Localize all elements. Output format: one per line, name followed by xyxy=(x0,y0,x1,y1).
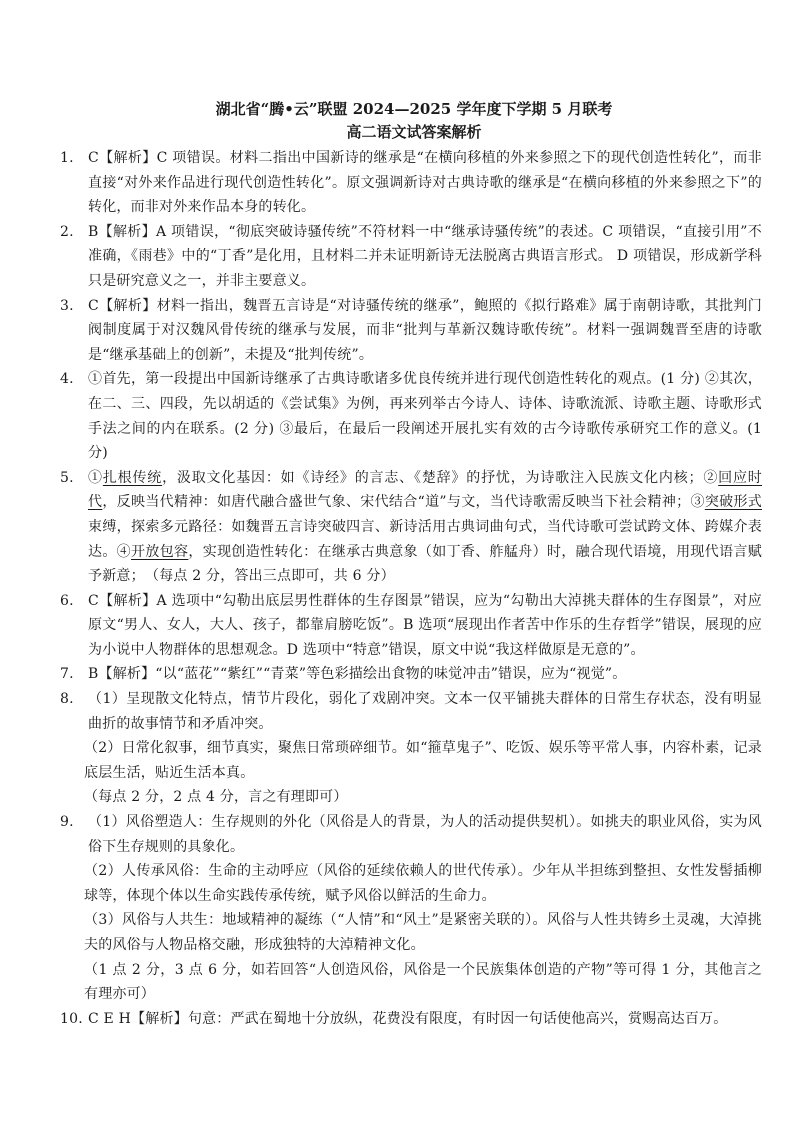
answer-subpoint: （2）人传承风俗：生命的主动呼应（风俗的延续依赖人的世代传承）。少年从半担练到整担、女性发髻插柳球等，体现个体以生命实践传承传统，赋予风俗以鲜活的生命力。 xyxy=(84,863,762,904)
answer-text: （1）呈现散文化特点，情节片段化，弱化了戏剧冲突。文本一仅平铺挑夫群体的日常生存状态，没有明显曲折的故事情节和矛盾冲突。 xyxy=(88,691,762,732)
answer-number: 10. xyxy=(60,1010,83,1027)
answer-text: B【解析】“以“蓝花”“紫红”“青菜”等色彩描绘出食物的味觉冲击”错误，应为“视觉”。 xyxy=(88,666,627,683)
answer-item-7 xyxy=(60,662,762,687)
answer-number: 1. xyxy=(60,150,74,166)
answer-number: 5. xyxy=(60,469,74,486)
answer-text xyxy=(88,470,762,584)
answer-list xyxy=(60,146,762,1031)
scoring-note: （1 点 2 分，3 点 6 分，如若回答“人创造风俗，风俗是一个民族集体创造的产物”等可得 1 分，其他言之有理亦可） xyxy=(84,961,762,1003)
answer-number: 8. xyxy=(60,691,74,708)
answer-number: 3. xyxy=(60,297,74,314)
answer-text: ①首先，第一段提出中国新诗继承了古典诗歌诸多优良传统并进行现代创造性转化的观点。(1 分) ②其次，在二、三、四段，先以胡适的《尝试集》为例，再来列举古今诗人、诗体、诗歌流派、诗歌主题、诗歌形式手法之间的内在联系。(2 分) ③最后，在最后一段阐述开展扎实有效的古今诗歌传承研究工作的意义。(1 分) xyxy=(88,371,762,462)
answer-item-3 xyxy=(60,294,762,368)
scoring-note: （每点 2 分，2 点 4 分，言之有理即可） xyxy=(84,789,348,806)
segment-text: ，汲取文化基因：如《诗经》的言志、《楚辞》的抒忧，为诗歌注入民族文化内核；② xyxy=(162,469,719,486)
answer-text: B【解析】A 项错误，“彻底突破诗骚传统”不符材料一中“继承诗骚传统”的表述。C 项错误，“直接引用”不准确，《雨巷》中的“丁香”是化用，且材料二并未证明新诗无法脱离古典语言形式。 D 项错误，形成新学科只是研究意义之一，并非主要意义。 xyxy=(88,223,762,289)
answer-item-2 xyxy=(60,220,762,294)
segment-text: ，实现创造性转化：在继承古典意象（如丁香、舴艋舟）时，融合现代语境，用现代语言赋予新意； （每点 2 分，答出三点即可，共 6 分） xyxy=(88,543,762,585)
answer-item-10 xyxy=(60,1007,762,1032)
underlined-keyword: 开放包容 xyxy=(131,543,189,560)
answer-text: C【解析】材料一指出，魏晋五言诗是“对诗骚传统的继承”，鲍照的《拟行路难》属于南朝诗歌，其批判门阀制度属于对汉魏风骨传统的继承与发展，而非“批判与革新汉魏诗歌传统”。材料一强调魏晋至唐的诗歌是“继承基础上的创新”，未提及“批判传统”。 xyxy=(88,297,762,363)
answer-subpoint: （3）风俗与人共生：地域精神的凝练（“人情”和“风土”是紧密关联的）。风俗与人性共铸乡土灵魂，大淖挑夫的风俗与人物品格交融，形成独特的大淖精神文化。 xyxy=(84,912,762,953)
underlined-keyword: 扎根传统 xyxy=(102,469,163,486)
segment-text: 束缚，探索多元路径：如魏晋五言诗突破四言、新诗活用古典词曲句式，当代诗歌可尝试跨文体、跨媒介表达。④ xyxy=(88,518,762,560)
answer-item-8 xyxy=(60,687,762,810)
answer-number: 4. xyxy=(60,371,74,388)
answer-number: 6. xyxy=(60,592,74,609)
underlined-keyword: 回应时代 xyxy=(88,469,762,511)
exam-title: 湖北省“腾•云”联盟 2024—2025 学年度下学期 5 月联考 xyxy=(215,100,613,118)
answer-text: C【解析】A 选项中“勾勒出底层男性群体的生存图景”错误，应为“勾勒出大淖挑夫群体的生存图景”，对应原文“男人、女人，大人、孩子，都靠肩膀吃饭”。B 选项“展现出作者苦中作乐的生存哲学”错误，展现的应为小说中人物群体的思想观念。D 选项中“特意”错误，原文中说“我这样做原是无意的”。 xyxy=(88,592,762,658)
answer-number: 9. xyxy=(60,814,74,831)
answer-item-5 xyxy=(60,466,762,589)
exam-subtitle: 高二语文试答案解析 xyxy=(346,123,482,141)
answer-item-6 xyxy=(60,589,762,663)
answer-text: C【解析】C 项错误。材料二指出中国新诗的继承是“在横向移植的外来参照之下的现代创造性转化”，而非直接“对外来作品进行现代创造性转化”。原文强调新诗对古典诗歌的继承是“在横向移植的外来参照之下”的转化，而非对外来作品本身的转化。 xyxy=(88,150,762,216)
answer-number: 2. xyxy=(60,223,74,240)
answer-item-4 xyxy=(60,367,762,465)
answer-subpoint: （2）日常化叙事，细节真实，聚焦日常琐碎细节。如“箍草鬼子”、吃饭、娱乐等平常人事，内容朴素，记录底层生活，贴近生活本真。 xyxy=(84,740,762,781)
segment-text: ① xyxy=(88,469,103,486)
answer-item-9 xyxy=(60,810,762,1007)
answer-text: C E H【解析】句意：严武在蜀地十分放纵，花费没有限度，有时因一句话使他高兴，赏赐高达百万。 xyxy=(88,1010,728,1027)
segment-text: ，反映当代精神：如唐代融合盛世气象、宋代结合“道”与文，当代诗歌需反映当下社会精神；③ xyxy=(102,494,705,511)
answer-item-1 xyxy=(60,146,762,220)
answer-text: （1）风俗塑造人：生存规则的外化（风俗是人的背景，为人的活动提供契机）。如挑夫的职业风俗，实为风俗下生存规则的具象化。 xyxy=(88,814,762,855)
answer-number: 7. xyxy=(60,666,74,683)
underlined-keyword: 突破形式 xyxy=(704,494,762,511)
